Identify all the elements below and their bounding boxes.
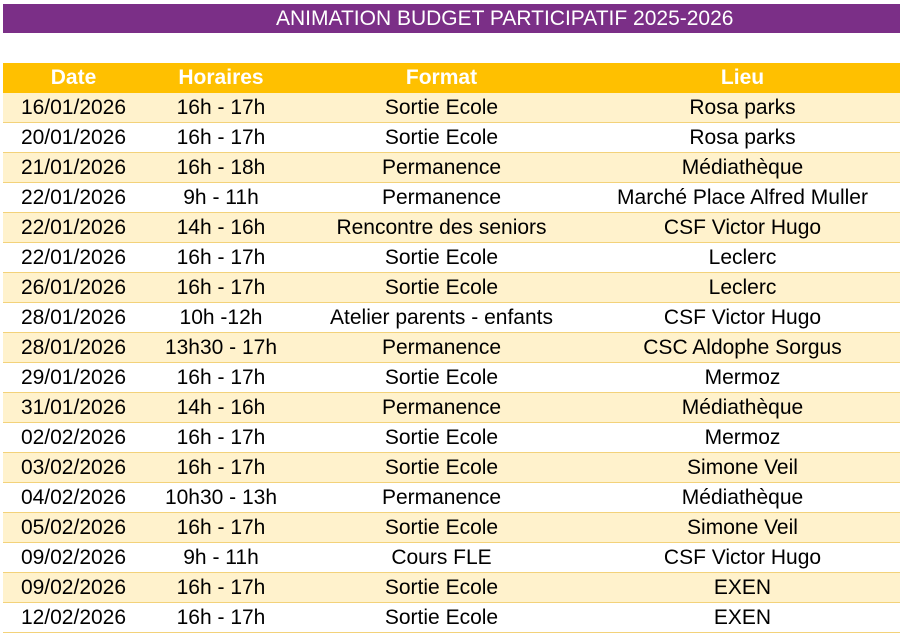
table-row xyxy=(3,303,900,333)
cell-horaires: 9h - 11h xyxy=(183,186,259,209)
cell-date: 29/01/2026 xyxy=(20,366,127,389)
table-row xyxy=(3,363,900,393)
cell-format: Sortie Ecole xyxy=(384,456,499,479)
cell-format: Cours FLE xyxy=(391,546,492,569)
column-header-date: Date xyxy=(50,66,97,89)
cell-horaires: 14h - 16h xyxy=(176,396,266,419)
cell-lieu: EXEN xyxy=(713,606,772,629)
cell-lieu: CSC Aldophe Sorgus xyxy=(643,336,842,359)
cell-horaires: 14h - 16h xyxy=(176,216,266,239)
cell-lieu: Leclerc xyxy=(708,246,777,269)
cell-format: Permanence xyxy=(381,336,502,359)
cell-lieu: Leclerc xyxy=(708,276,777,299)
table-row xyxy=(3,393,900,423)
schedule-table xyxy=(3,63,900,633)
page-title: ANIMATION BUDGET PARTICIPATIF 2025-2026 xyxy=(3,4,900,33)
cell-horaires: 16h - 17h xyxy=(176,426,266,449)
cell-format: Sortie Ecole xyxy=(384,96,499,119)
column-header-format: Format xyxy=(405,66,478,89)
cell-lieu: Marché Place Alfred Muller xyxy=(617,186,868,209)
cell-date: 22/01/2026 xyxy=(20,246,127,269)
column-header-horaires: Horaires xyxy=(178,66,264,89)
cell-date: 22/01/2026 xyxy=(20,186,127,209)
table-row xyxy=(3,453,900,483)
table-body xyxy=(3,93,900,633)
table-header-row xyxy=(3,63,900,93)
table-row xyxy=(3,123,900,153)
cell-horaires: 16h - 17h xyxy=(176,366,266,389)
cell-date: 12/02/2026 xyxy=(20,606,127,629)
cell-lieu: CSF Victor Hugo xyxy=(663,216,822,239)
cell-lieu: Médiathèque xyxy=(681,156,804,179)
cell-format: Sortie Ecole xyxy=(384,576,499,599)
cell-lieu: Médiathèque xyxy=(681,486,804,509)
cell-date: 03/02/2026 xyxy=(20,456,127,479)
cell-horaires: 16h - 17h xyxy=(176,456,266,479)
cell-format: Sortie Ecole xyxy=(384,366,499,389)
cell-horaires: 16h - 17h xyxy=(176,246,266,269)
cell-horaires: 16h - 17h xyxy=(176,606,266,629)
cell-horaires: 16h - 17h xyxy=(176,576,266,599)
cell-date: 28/01/2026 xyxy=(20,336,127,359)
cell-lieu: Simone Veil xyxy=(687,516,798,539)
cell-format: Rencontre des seniors xyxy=(336,216,547,239)
cell-horaires: 10h30 - 13h xyxy=(164,486,278,509)
table-row xyxy=(3,243,900,273)
cell-horaires: 10h -12h xyxy=(179,306,263,329)
cell-horaires: 16h - 17h xyxy=(176,516,266,539)
table-row xyxy=(3,333,900,363)
cell-format: Sortie Ecole xyxy=(384,606,499,629)
table-row xyxy=(3,423,900,453)
cell-date: 28/01/2026 xyxy=(20,306,127,329)
cell-format: Permanence xyxy=(381,486,502,509)
cell-format: Permanence xyxy=(381,396,502,419)
cell-lieu: CSF Victor Hugo xyxy=(663,306,822,329)
table-row xyxy=(3,93,900,123)
table-row xyxy=(3,483,900,513)
cell-date: 22/01/2026 xyxy=(20,216,127,239)
cell-lieu: Mermoz xyxy=(704,366,781,389)
table-row xyxy=(3,573,900,603)
cell-format: Sortie Ecole xyxy=(384,516,499,539)
table-row xyxy=(3,543,900,573)
table-row xyxy=(3,513,900,543)
cell-date: 02/02/2026 xyxy=(20,426,127,449)
cell-date: 09/02/2026 xyxy=(20,546,127,569)
cell-lieu: Rosa parks xyxy=(689,96,796,119)
cell-lieu: Rosa parks xyxy=(689,126,796,149)
cell-horaires: 16h - 17h xyxy=(176,126,266,149)
cell-format: Permanence xyxy=(381,186,502,209)
cell-format: Sortie Ecole xyxy=(384,426,499,449)
cell-format: Sortie Ecole xyxy=(384,246,499,269)
table-row xyxy=(3,183,900,213)
table-row xyxy=(3,273,900,303)
cell-format: Sortie Ecole xyxy=(384,126,499,149)
cell-date: 05/02/2026 xyxy=(20,516,127,539)
cell-lieu: CSF Victor Hugo xyxy=(663,546,822,569)
table-row xyxy=(3,153,900,183)
cell-lieu: Médiathèque xyxy=(681,396,804,419)
cell-date: 16/01/2026 xyxy=(20,96,127,119)
cell-format: Sortie Ecole xyxy=(384,276,499,299)
column-header-lieu: Lieu xyxy=(720,66,765,89)
cell-lieu: EXEN xyxy=(713,576,772,599)
cell-horaires: 9h - 11h xyxy=(183,546,259,569)
cell-horaires: 16h - 17h xyxy=(176,96,266,119)
table-row xyxy=(3,213,900,243)
cell-date: 31/01/2026 xyxy=(20,396,127,419)
cell-date: 09/02/2026 xyxy=(20,576,127,599)
cell-horaires: 16h - 18h xyxy=(176,156,266,179)
cell-date: 26/01/2026 xyxy=(20,276,127,299)
cell-horaires: 13h30 - 17h xyxy=(164,336,278,359)
cell-format: Atelier parents - enfants xyxy=(330,306,553,329)
table-row xyxy=(3,603,900,633)
cell-date: 04/02/2026 xyxy=(20,486,127,509)
cell-date: 21/01/2026 xyxy=(20,156,127,179)
cell-date: 20/01/2026 xyxy=(20,126,127,149)
cell-lieu: Simone Veil xyxy=(687,456,798,479)
cell-format: Permanence xyxy=(381,156,502,179)
cell-lieu: Mermoz xyxy=(704,426,781,449)
cell-horaires: 16h - 17h xyxy=(176,276,266,299)
